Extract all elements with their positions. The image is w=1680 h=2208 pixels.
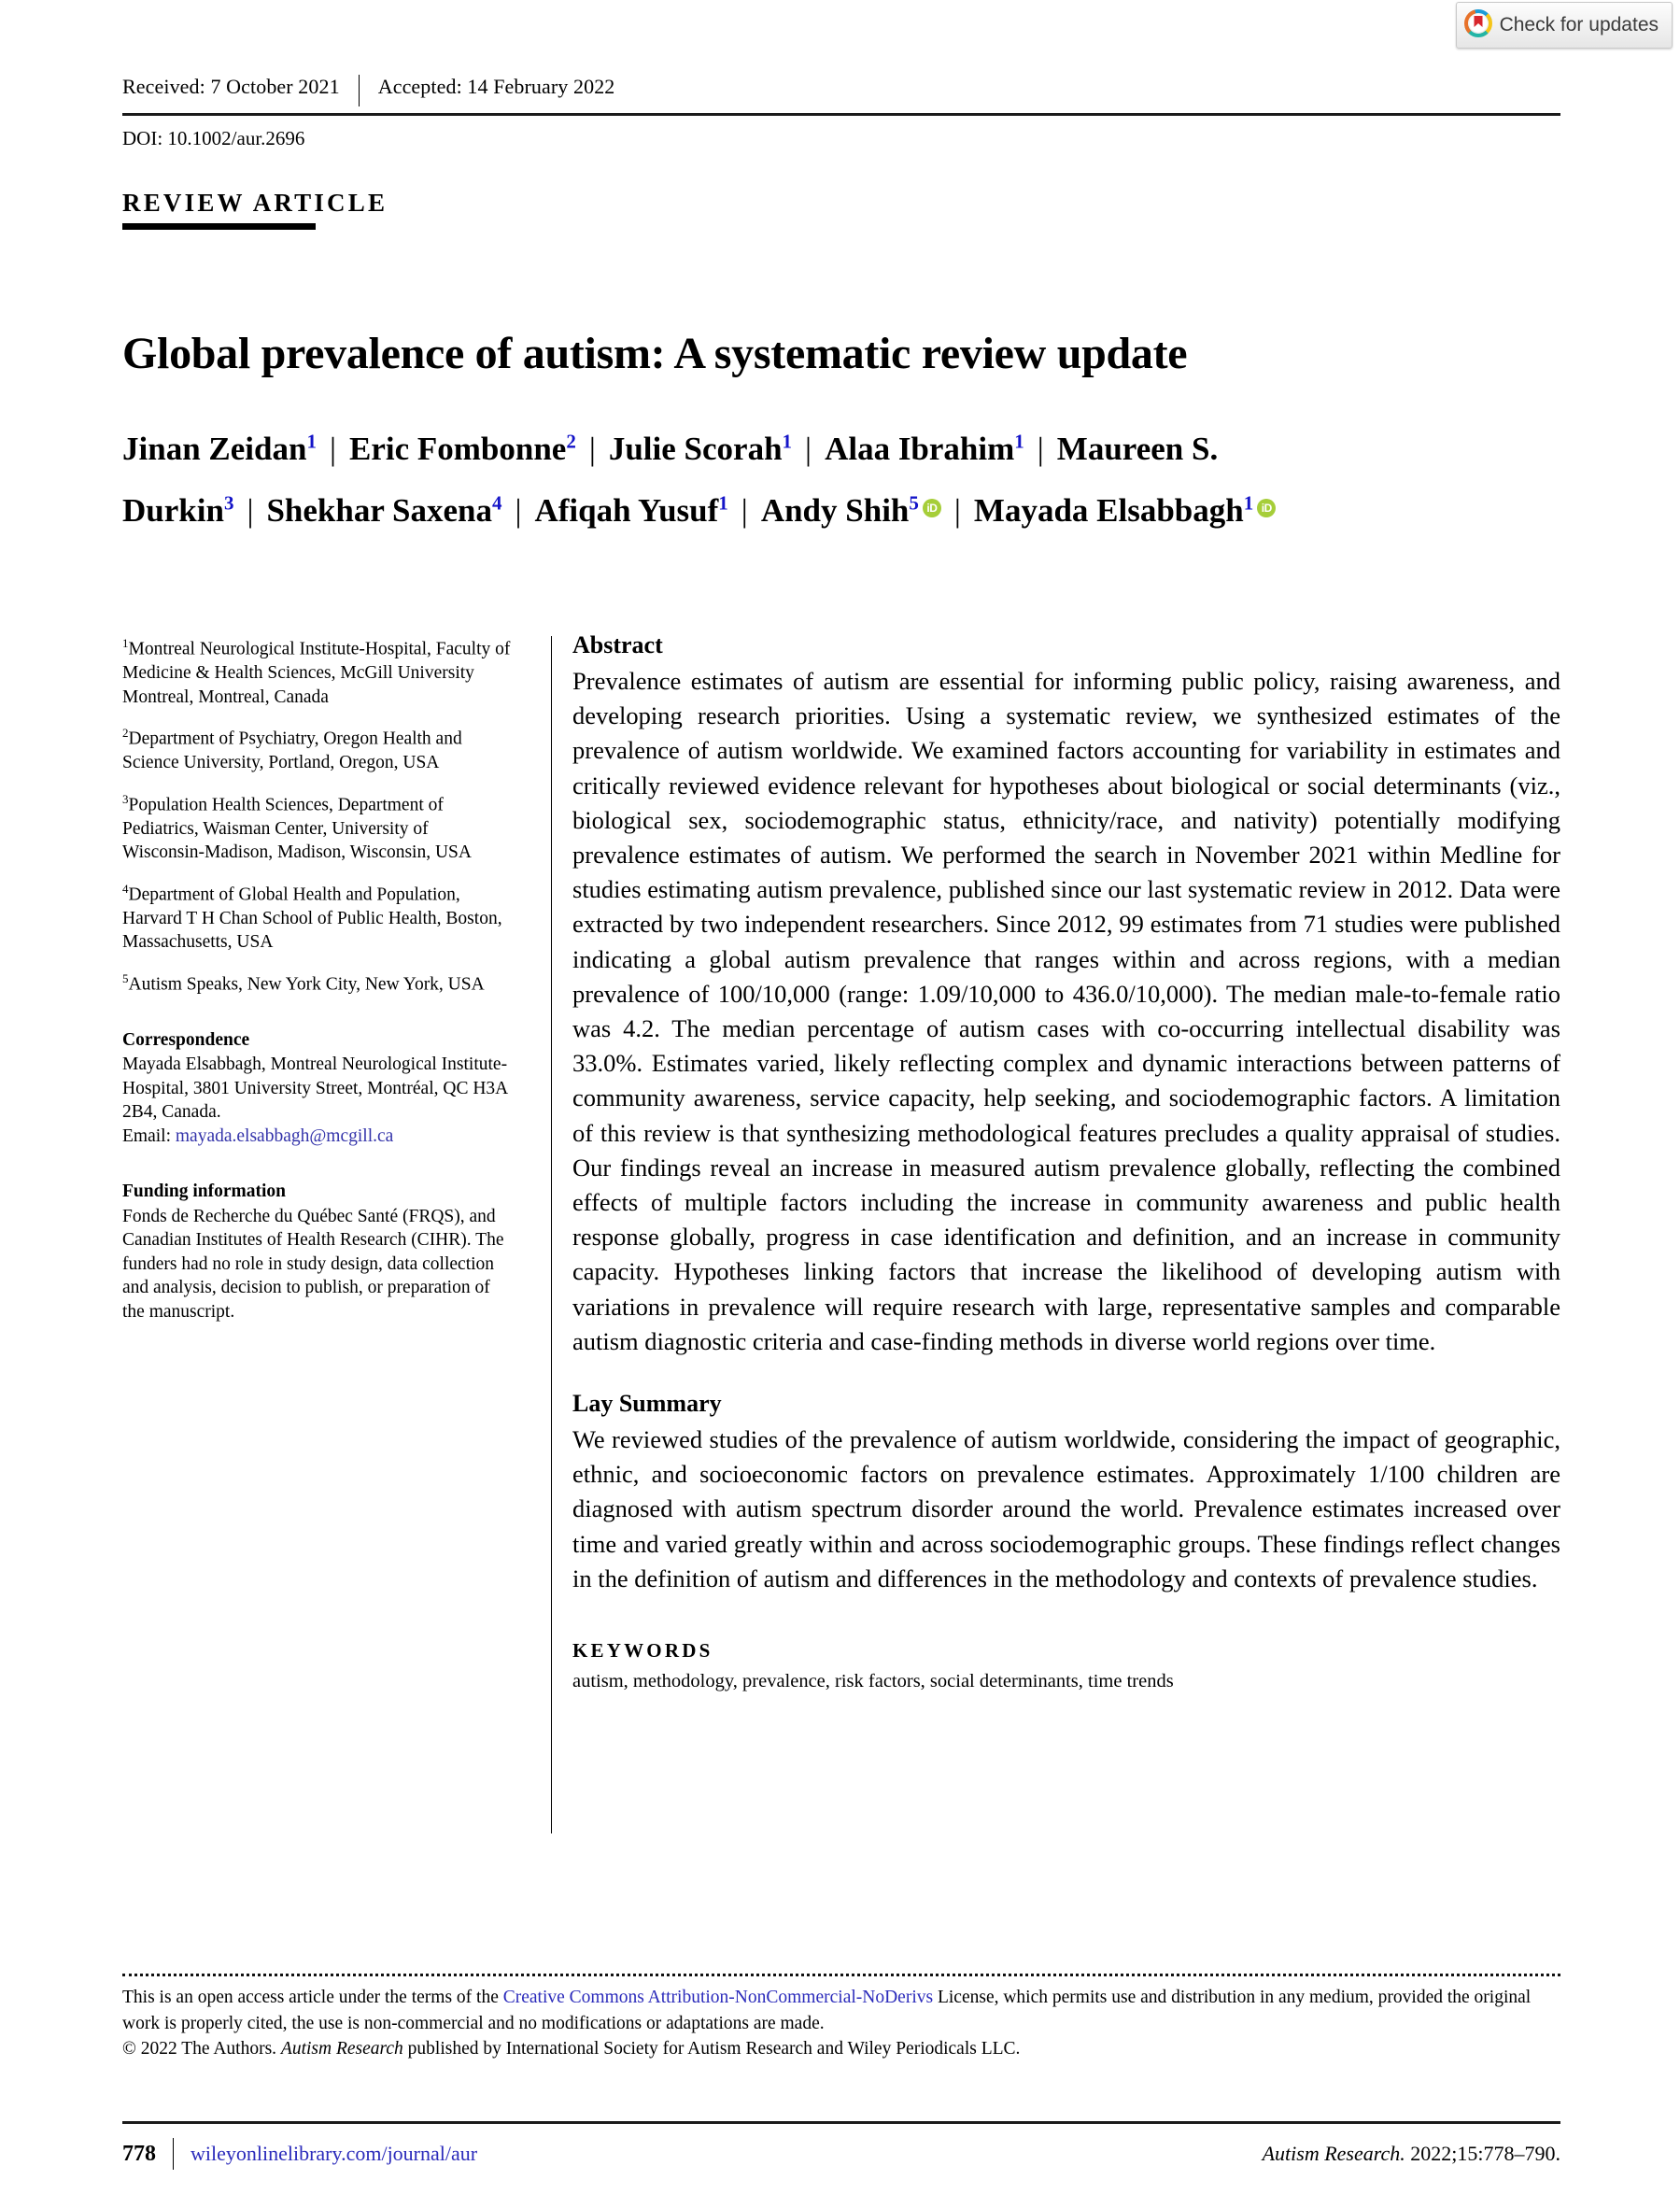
affiliation-marker: 3 [122, 791, 129, 806]
page-number: 778 [122, 2141, 156, 2166]
abstract-heading: Abstract [572, 631, 663, 658]
journal-url-link[interactable]: wileyonlinelibrary.com/journal/aur [191, 2142, 478, 2165]
affiliation-text: Department of Global Health and Population, Harvard T H Chan School of Public Health, Boston, Massachusetts, USA [122, 885, 502, 952]
email-link[interactable]: mayada.elsabbagh@mcgill.ca [175, 1125, 394, 1146]
license-prefix: This is an open access article under the terms of the [122, 1988, 503, 2007]
metadata-column [122, 631, 513, 1323]
article-type-rule [122, 223, 316, 230]
citation-journal: Autism Research. [1262, 2142, 1405, 2165]
affiliation-marker: 2 [122, 726, 129, 740]
creative-commons-link[interactable]: Creative Commons Attribution-NonCommercial-NoDerivs [502, 1988, 934, 2007]
copyright-text [122, 2036, 1560, 2062]
author-name: Eric Fombonne [348, 430, 567, 467]
author-affiliation-marker: 2 [566, 430, 576, 452]
author-name: Shekhar Saxena [266, 492, 492, 530]
affiliation-4 [122, 877, 513, 955]
author-separator: | [805, 430, 812, 467]
check-for-updates-badge[interactable] [1456, 2, 1673, 49]
page-title: Global prevalence of autism: A systematic review update [122, 329, 1188, 379]
affiliation-5 [122, 967, 513, 997]
funding-heading: Funding information [122, 1182, 286, 1201]
dateline [122, 75, 1560, 106]
header-block [122, 75, 1560, 150]
correspondence-heading: Correspondence [122, 1029, 250, 1050]
author-2 [349, 431, 576, 467]
dateline-separator [359, 75, 360, 106]
accepted-date: Accepted: 14 February 2022 [377, 75, 615, 98]
author-name: Maureen S. Durkin [122, 430, 1219, 530]
author-1 [122, 431, 317, 467]
author-name: Afiqah Yusuf [534, 492, 719, 530]
author-name: Julie Scorah [608, 430, 783, 467]
footer-rule [122, 2121, 1560, 2124]
abstract-column [572, 631, 1560, 1694]
article-type-label: REVIEW ARTICLE [122, 189, 388, 217]
correspondence-body [122, 1053, 513, 1148]
lay-summary-body: We reviewed studies of the prevalence of autism worldwide, considering the impact of geographic, ethnic, and socioeconomic factors on prevalence estimates. Approximately 1/100 children are diagnosed with autism spectrum disorder around the world. Prevalence estimates increased over time and varied greatly within and across sociodemographic groups. These findings reflect changes in the definition of autism and differences in the methodology and contexts of prevalence studies. [572, 1425, 1560, 1592]
author-affiliation-marker: 1 [718, 491, 728, 515]
article-type-block [122, 189, 1560, 230]
header-rule [122, 113, 1560, 116]
author-separator: | [329, 430, 336, 467]
citation-line [1263, 2142, 1560, 2166]
author-4 [825, 431, 1024, 467]
license-suffix: License, which permits use and distribution in any medium, provided the original work is properly cited, the use is non-commercial and no modifications or adaptations are made. [122, 1988, 1532, 2033]
author-separator: | [247, 492, 254, 530]
keywords-body: autism, methodology, prevalence, risk factors, social determinants, time trends [572, 1671, 1174, 1692]
author-name: Jinan Zeidan [122, 430, 307, 467]
affiliation-3 [122, 787, 513, 865]
copyright-journal-name: Autism Research [280, 2039, 403, 2059]
citation-volume-pages: 2022;15:778–790. [1405, 2142, 1560, 2165]
license-text [122, 1985, 1560, 2036]
affiliation-text: Autism Speaks, New York City, New York, USA [128, 974, 485, 994]
author-affiliation-marker: 1 [306, 430, 317, 452]
footer-license-block [122, 1974, 1560, 2062]
crossmark-icon [1464, 9, 1492, 42]
affiliation-1 [122, 631, 513, 709]
check-for-updates-label: Check for updates [1499, 14, 1659, 35]
orcid-icon[interactable] [1257, 499, 1276, 517]
author-8 [761, 492, 941, 529]
correspondence-address: Mayada Elsabbagh, Montreal Neurological Institute-Hospital, 3801 University Street, Montréal, QC H3A 2B4, Canada. [122, 1054, 508, 1122]
affiliation-text: Department of Psychiatry, Oregon Health and Science University, Portland, Oregon, USA [122, 729, 462, 772]
abstract-body: Prevalence estimates of autism are essential for informing public policy, raising awareness, and developing research priorities. Using a systematic review, we synthesized estimates of the prevalence of autism worldwide. We examined factors accounting for variability in estimates and critically reviewed evidence relevant for hypotheses about biological or social determinants (viz., biological sex, sociodemographic status, ethnicity/race, and nativity) potentially modifying prevalence estimates of autism. We performed the search in November 2021 within Medline for studies estimating autism prevalence, published since our last systematic review in 2012. Data were extracted by two independent researchers. Since 2012, 99 estimates from 71 studies were published indicating a global autism prevalence that ranges within and across regions, with a median prevalence of 100/10,000 (range: 1.09/10,000 to 436.0/10,000). The median male-to-female ratio was 4.2. The median percentage of autism cases with co-occurring intellectual disability was 33.0%. Estimates varied, likely reflecting complex and dynamic interactions between patterns of community awareness, service capacity, help seeking, and sociodemographic factors. A limitation of this review is that synthesizing methodological features precludes a quality appraisal of studies. Our findings reveal an increase in measured autism prevalence globally, reflecting the combined effects of multiple factors including the increase in community awareness and public health response globally, progress in case identification and definition, and an increase in community capacity. Hypotheses linking factors that increase the likelihood of developing autism with variations in prevalence will require research with large, representative samples and comparable autism diagnostic criteria and case-finding methods in diverse world regions over time. [572, 667, 1560, 1355]
keywords-heading: KEYWORDS [572, 1639, 713, 1663]
copyright-suffix: published by International Society for Autism Research and Wiley Periodicals LLC. [402, 2039, 1021, 2059]
funding-body: Fonds de Recherche du Québec Santé (FRQS), and Canadian Institutes of Health Research (CIHR). The funders had no role in study design, data collection and analysis, decision to publish, or preparation of the manuscript. [122, 1206, 504, 1322]
author-3 [609, 431, 792, 467]
author-separator: | [1037, 430, 1044, 467]
author-affiliation-marker: 4 [491, 491, 502, 515]
affiliation-list [122, 631, 513, 997]
author-name: Andy Shih [760, 492, 910, 530]
footer-bar [122, 2135, 1560, 2173]
author-affiliation-marker: 1 [1014, 430, 1024, 452]
column-divider [551, 636, 552, 1833]
doi-text: DOI: 10.1002/aur.2696 [122, 127, 305, 149]
author-name: Alaa Ibrahim [825, 430, 1015, 467]
author-7 [534, 492, 727, 529]
author-separator: | [515, 492, 522, 530]
affiliation-text: Population Health Sciences, Department of Pediatrics, Waisman Center, University of Wisconsin-Madison, Madison, Wisconsin, USA [122, 795, 472, 862]
author-separator: | [741, 492, 748, 530]
author-9 [974, 492, 1276, 529]
author-affiliation-marker: 3 [223, 491, 234, 515]
author-name: Mayada Elsabbagh [973, 492, 1244, 530]
affiliation-marker: 5 [122, 970, 129, 985]
footer-separator [173, 2138, 174, 2170]
affiliation-2 [122, 721, 513, 775]
affiliation-marker: 1 [122, 636, 129, 650]
author-separator: | [953, 492, 961, 530]
author-separator: | [588, 430, 596, 467]
author-affiliation-marker: 1 [1243, 491, 1254, 515]
author-affiliation-marker: 1 [782, 430, 793, 452]
orcid-icon[interactable] [923, 499, 941, 517]
affiliation-marker: 4 [122, 881, 129, 896]
received-date: Received: 7 October 2021 [122, 75, 340, 98]
email-label: Email: [122, 1125, 176, 1146]
author-6 [266, 492, 501, 529]
copyright-prefix: © 2022 The Authors. [122, 2039, 281, 2059]
affiliation-text: Montreal Neurological Institute-Hospital, Faculty of Medicine & Health Sciences, McGill University Montreal, Montreal, Canada [122, 639, 511, 707]
lay-summary-heading: Lay Summary [572, 1390, 722, 1418]
author-list [122, 414, 1430, 538]
author-affiliation-marker: 5 [909, 491, 919, 515]
footer-dotted-rule [122, 1974, 1560, 1976]
